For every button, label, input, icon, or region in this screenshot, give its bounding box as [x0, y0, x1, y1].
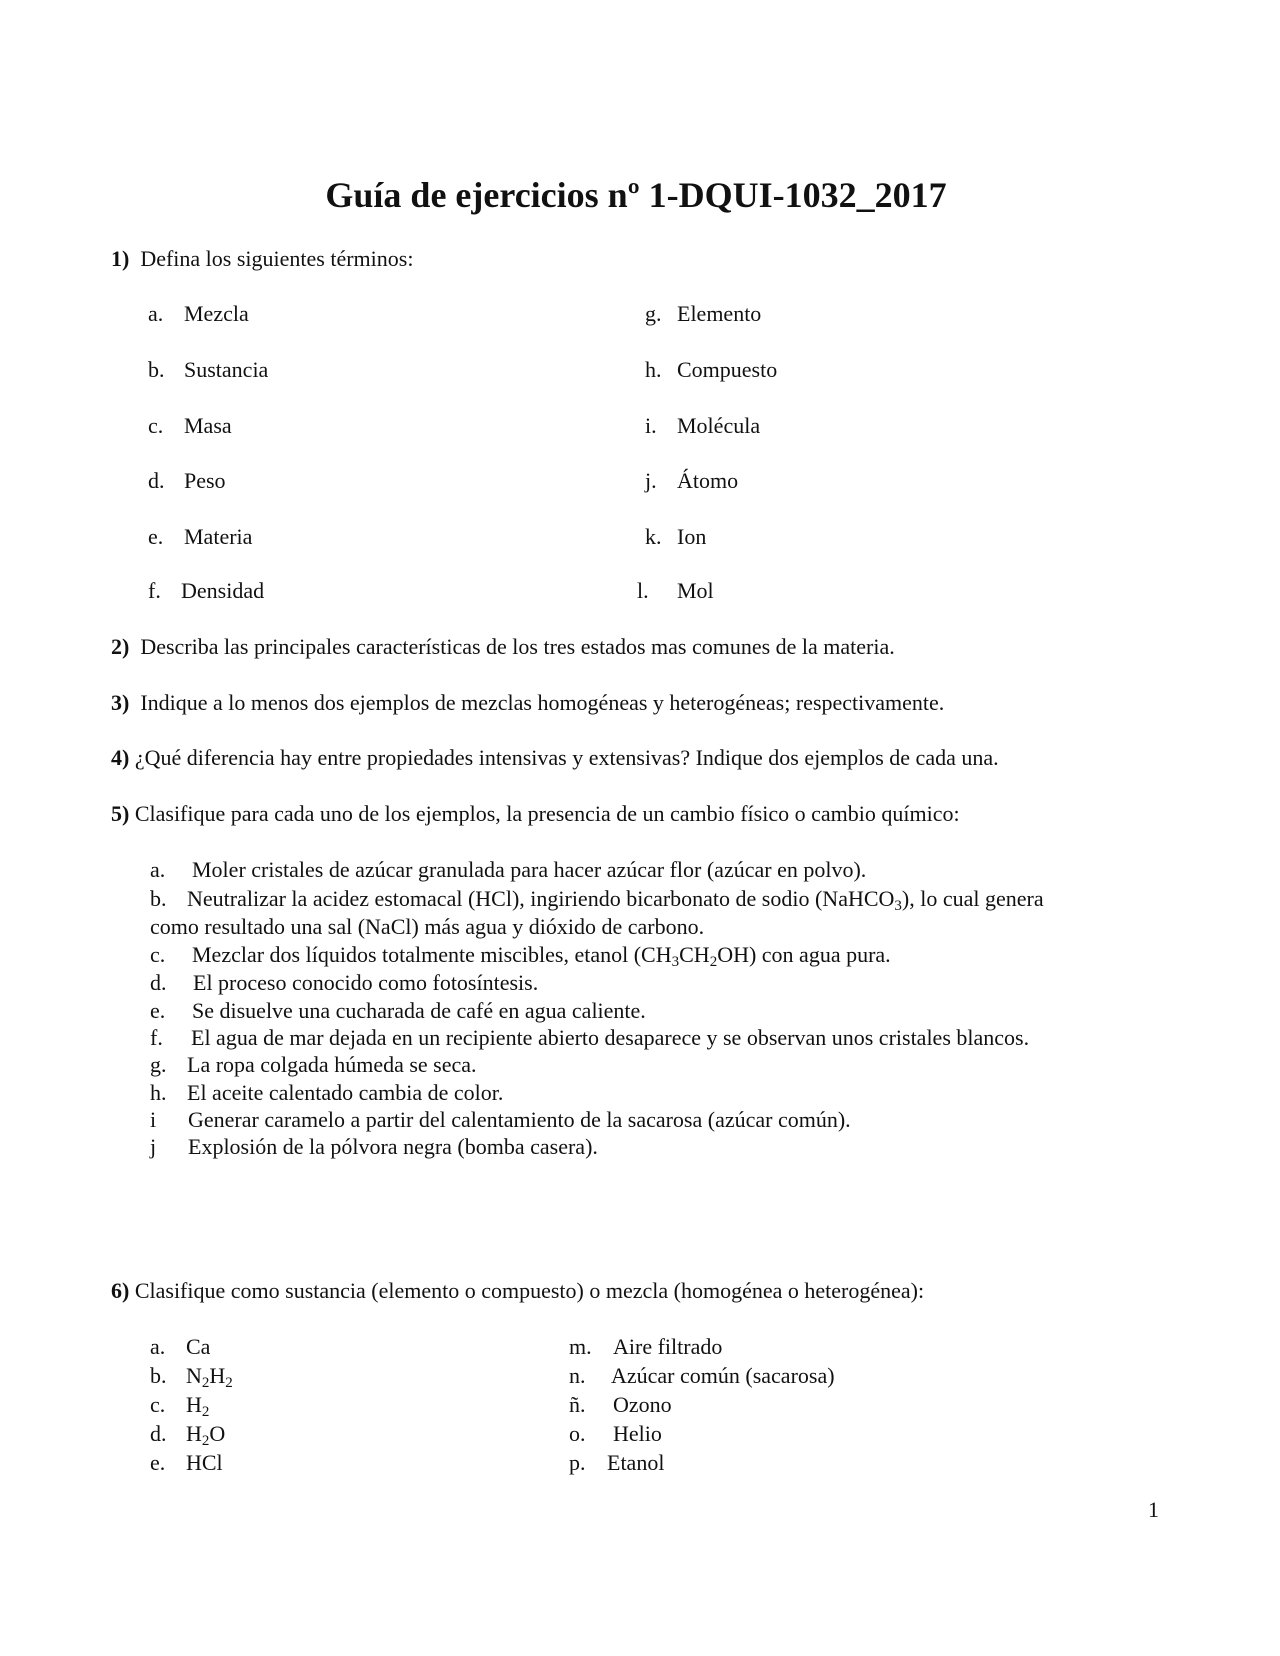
item-text: Se disuelve una cucharada de café en agua caliente. — [192, 998, 646, 1023]
item-text: $H_2O$ — [186, 1421, 226, 1449]
term-item — [645, 468, 738, 494]
item-letter: e. — [150, 998, 166, 1023]
term-item — [645, 413, 760, 439]
item-letter: o. — [569, 1421, 586, 1446]
example-item — [150, 1080, 503, 1106]
classify-item — [569, 1450, 664, 1476]
item-letter: j. — [645, 468, 657, 493]
example-item — [150, 1025, 1029, 1051]
item-letter: i. — [645, 413, 657, 438]
item-letter: e. — [148, 524, 164, 549]
question-number: 3) — [111, 690, 130, 715]
item-text: Explosión de la pólvora negra (bomba casera). — [188, 1134, 598, 1159]
item-text: El aceite calentado cambia de color. — [187, 1080, 504, 1105]
item-letter: a. — [150, 1334, 166, 1359]
item-text: Neutralizar la acidez estomacal (HCl), ingiriendo bicarbonato de sodio (NaHCO$_3$), lo cual genera — [187, 886, 1044, 914]
item-letter: p. — [569, 1450, 586, 1475]
item-letter: h. — [645, 357, 662, 382]
item-text: Materia — [184, 524, 253, 549]
classify-item — [569, 1421, 662, 1447]
item-text: Mezclar dos líquidos totalmente miscibles, etanol $(CH_3CH_2OH)$ con agua pura. — [192, 942, 891, 970]
question-text: Indique a lo menos dos ejemplos de mezclas homogéneas y heterogéneas; respectivamente. — [140, 690, 945, 715]
item-text: Moler cristales de azúcar granulada para hacer azúcar flor (azúcar en polvo). — [192, 857, 867, 882]
item-letter: c. — [150, 942, 166, 967]
example-item — [150, 1052, 477, 1078]
item-text: Compuesto — [677, 357, 778, 382]
item-text: El agua de mar dejada en un recipiente abierto desaparece y se observan unos cristales blancos. — [191, 1025, 1030, 1050]
item-text: Átomo — [677, 468, 739, 493]
item-text: Ca — [186, 1334, 211, 1359]
item-letter: f. — [150, 1025, 163, 1050]
question-number: 4) — [111, 745, 130, 770]
example-item — [150, 886, 1044, 912]
question-5 — [111, 801, 960, 827]
question-text: Clasifique para cada uno de los ejemplos, la presencia de un cambio físico o cambio químico: — [134, 801, 960, 826]
item-text: Generar caramelo a partir del calentamiento de la sacarosa (azúcar común). — [188, 1107, 851, 1132]
question-4 — [111, 745, 999, 771]
classify-item — [150, 1421, 225, 1447]
item-letter: c. — [148, 413, 164, 438]
question-text: Clasifique como sustancia (elemento o compuesto) o mezcla (homogénea o heterogénea): — [134, 1278, 925, 1303]
term-item — [148, 413, 232, 439]
item-text: Mol — [677, 578, 714, 603]
page-title: Guía de ejercicios nº 1-DQUI-1032_2017 — [325, 175, 947, 215]
example-item — [150, 1134, 598, 1160]
classify-item — [150, 1334, 210, 1360]
question-6 — [111, 1278, 924, 1304]
item-letter: a. — [148, 301, 164, 326]
item-letter: f. — [148, 578, 161, 603]
term-item — [148, 468, 226, 494]
example-item — [150, 998, 646, 1024]
item-text: Masa — [184, 413, 232, 438]
item-text: Peso — [184, 468, 226, 493]
item-text: Molécula — [677, 413, 761, 438]
item-letter: h. — [150, 1080, 167, 1105]
item-text: HCl — [186, 1450, 223, 1475]
question-number: 5) — [111, 801, 130, 826]
example-item-continued: como resultado una sal (NaCl) más agua y dióxido de carbono. — [150, 914, 705, 939]
item-letter: b. — [148, 357, 165, 382]
question-number: 1) — [111, 246, 130, 271]
classify-item — [569, 1392, 672, 1418]
item-letter: d. — [150, 1421, 167, 1446]
example-item — [150, 942, 891, 968]
question-3 — [111, 690, 944, 716]
item-text: Densidad — [181, 578, 265, 603]
classify-item — [150, 1363, 233, 1389]
question-text: ¿Qué diferencia hay entre propiedades intensivas y extensivas? Indique dos ejemplos de cada una. — [134, 745, 999, 770]
term-item — [148, 524, 252, 550]
item-letter: e. — [150, 1450, 166, 1475]
item-letter: m. — [569, 1334, 592, 1359]
item-letter: j — [150, 1134, 157, 1159]
example-item — [150, 970, 538, 996]
example-item — [150, 857, 866, 883]
example-item — [150, 1107, 851, 1133]
item-text: Elemento — [677, 301, 762, 326]
term-item — [637, 578, 714, 604]
item-text: Sustancia — [184, 357, 269, 382]
item-letter: c. — [150, 1392, 166, 1417]
item-letter: k. — [645, 524, 662, 549]
item-letter: l. — [637, 578, 649, 603]
term-item — [645, 524, 706, 550]
item-text: Ozono — [613, 1392, 672, 1417]
item-text: Etanol — [607, 1450, 665, 1475]
item-letter: d. — [150, 970, 167, 995]
item-letter: n. — [569, 1363, 586, 1388]
question-number: 6) — [111, 1278, 130, 1303]
item-letter: g. — [150, 1052, 167, 1077]
question-number: 2) — [111, 634, 130, 659]
item-text: La ropa colgada húmeda se seca. — [187, 1052, 477, 1077]
item-text: Aire filtrado — [613, 1334, 723, 1359]
item-letter: ñ. — [569, 1392, 586, 1417]
item-text: $H_2$ — [186, 1392, 210, 1420]
item-letter: i — [150, 1107, 157, 1132]
term-item — [148, 578, 264, 604]
item-text: $N_2H_2$ — [186, 1363, 233, 1391]
item-text: Helio — [613, 1421, 662, 1446]
question-text: Describa las principales características de los tres estados mas comunes de la materia. — [140, 634, 895, 659]
classify-item — [150, 1450, 223, 1476]
question-2 — [111, 634, 895, 660]
item-letter: b. — [150, 1363, 167, 1388]
item-letter: g. — [645, 301, 662, 326]
question-text: Defina los siguientes términos: — [140, 246, 414, 271]
classify-item — [569, 1334, 722, 1360]
page-number: 1 — [1148, 1497, 1159, 1522]
item-letter: b. — [150, 886, 167, 911]
item-text: Ion — [677, 524, 707, 549]
item-letter: a. — [150, 857, 166, 882]
term-item — [148, 301, 249, 327]
item-letter: d. — [148, 468, 165, 493]
item-text: El proceso conocido como fotosíntesis. — [193, 970, 539, 995]
term-item — [148, 357, 268, 383]
classify-item — [569, 1363, 835, 1389]
term-item — [645, 357, 777, 383]
term-item — [645, 301, 761, 327]
item-text: Azúcar común (sacarosa) — [611, 1363, 835, 1388]
question-1 — [111, 246, 413, 272]
item-text: Mezcla — [184, 301, 249, 326]
classify-item — [150, 1392, 209, 1418]
